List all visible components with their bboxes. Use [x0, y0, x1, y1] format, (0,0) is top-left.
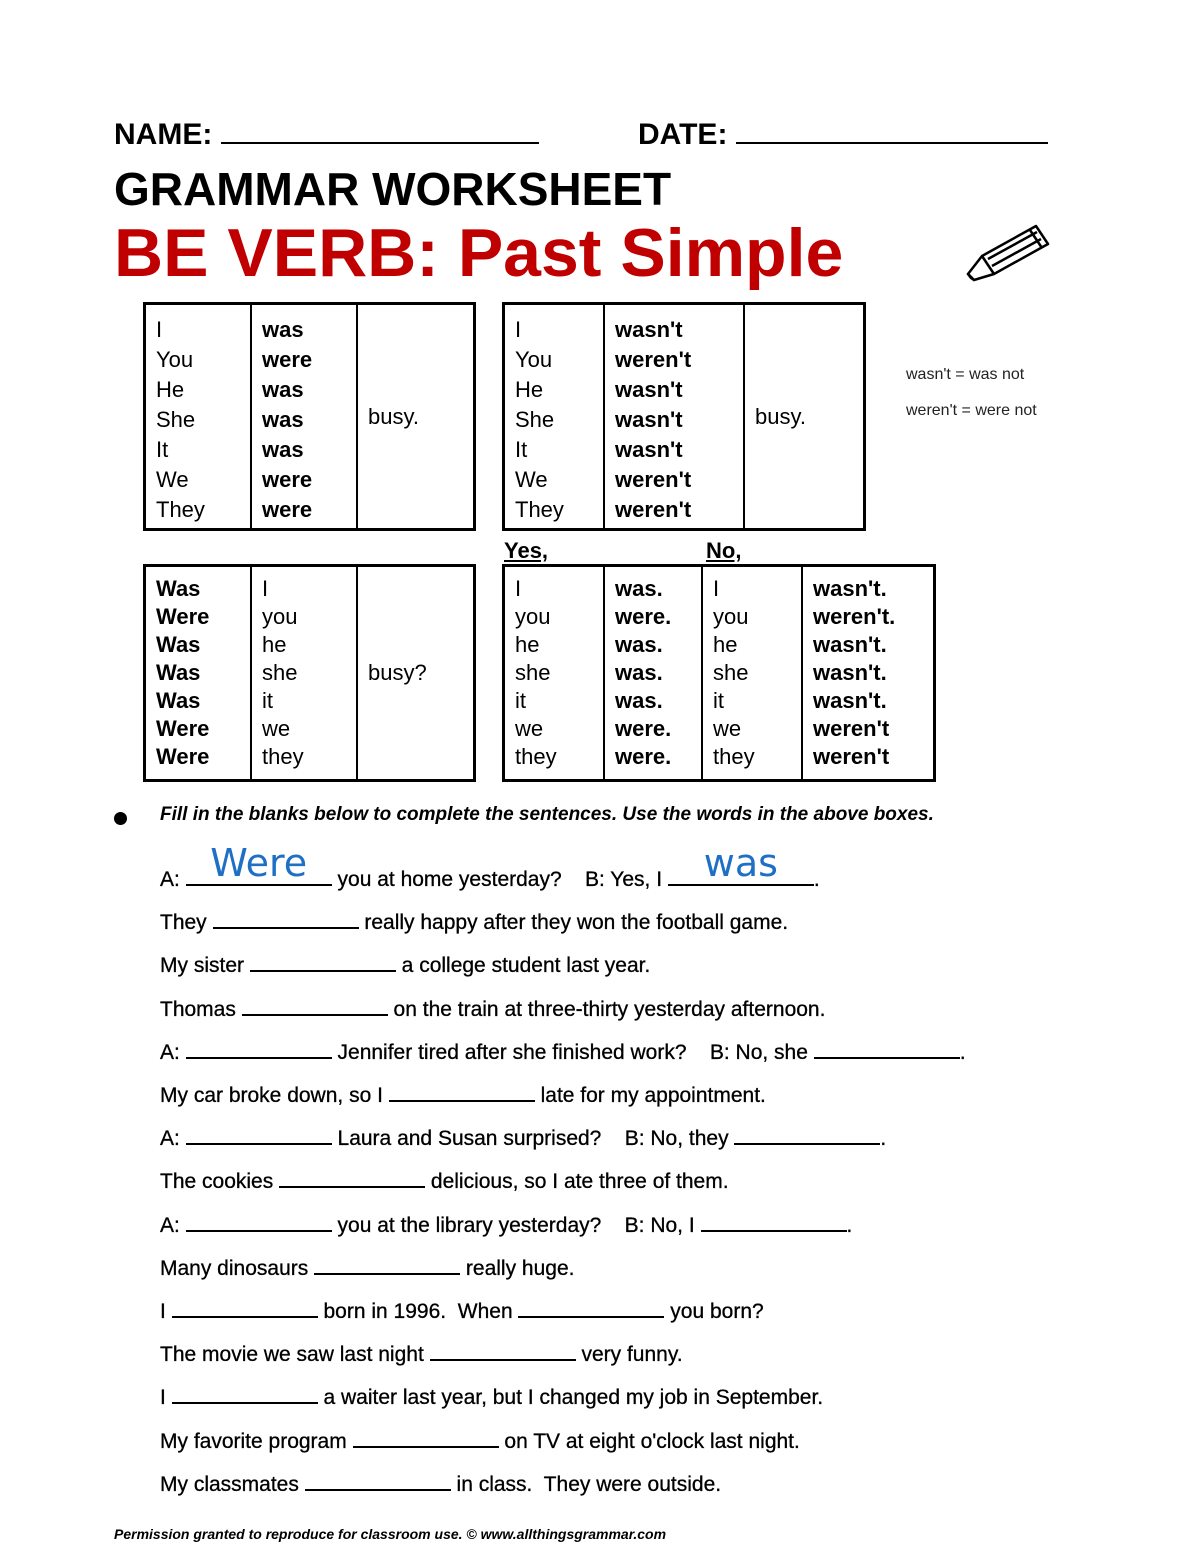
sentence-text: My car broke down, so I	[160, 1084, 389, 1107]
exercise-sentence	[160, 994, 825, 1023]
negative-subjects: I You He She It We They	[515, 317, 564, 522]
sentence-text: a waiter last year, but I changed my job in September.	[317, 1386, 824, 1409]
sentence-text: A:	[160, 1127, 186, 1150]
note-werent: weren't = were not	[906, 402, 1037, 419]
answer-blank[interactable]	[186, 1037, 332, 1059]
sentence-text: My sister	[160, 954, 250, 977]
sentence-text: you at home yesterday? B: Yes, I	[331, 868, 668, 891]
answer-blank[interactable]	[305, 1469, 451, 1491]
name-field	[114, 118, 539, 152]
exercise-sentence	[160, 1296, 764, 1325]
sentence-text: Jennifer tired after she finished work? B: No, she	[331, 1041, 814, 1064]
answer-blank[interactable]	[314, 1253, 460, 1275]
sentence-text: .	[846, 1214, 853, 1237]
note-wasnt: wasn't = was not	[906, 366, 1025, 383]
sentence-text: really huge.	[460, 1257, 575, 1280]
exercise-sentence	[160, 1166, 729, 1195]
sentence-text: My favorite program	[160, 1430, 353, 1453]
sentence-text: .	[880, 1127, 887, 1150]
affirmative-verbs: was were was was was were were	[251, 304, 357, 530]
sentence-text: you born?	[664, 1300, 764, 1323]
sentence-text: in class. They were outside.	[450, 1473, 722, 1496]
sentence-text: born in 1996. When	[317, 1300, 519, 1323]
short-answers-table	[502, 564, 936, 782]
date-line[interactable]	[736, 142, 1048, 144]
sentence-text: The movie we saw last night	[160, 1343, 430, 1366]
affirmative-subjects: I You He She It We They	[156, 317, 205, 522]
sentence-text: .	[959, 1041, 966, 1064]
exercise-sentence	[160, 1469, 721, 1498]
exercise-sentence	[160, 841, 820, 893]
sentence-text: you at the library yesterday? B: No, I	[331, 1214, 701, 1237]
sentence-text: delicious, so I ate three of them.	[425, 1170, 729, 1193]
answer-blank[interactable]	[279, 1166, 425, 1188]
handwritten-answer: Were	[210, 841, 308, 885]
sentence-text: a college student last year.	[395, 954, 651, 977]
exercise-sentence	[160, 1123, 886, 1152]
name-label: NAME:	[114, 118, 213, 151]
answer-blank[interactable]	[172, 1382, 318, 1404]
answer-blank[interactable]	[701, 1210, 847, 1232]
yes-verbs: was. were. was. was. was. were. were.	[604, 566, 702, 781]
exercise-sentence	[160, 950, 650, 979]
exercise-sentence	[160, 1253, 574, 1282]
question-subjects: I you he she it we they	[251, 566, 357, 781]
question-verbs: Was Were Was Was Was Were Were	[156, 576, 210, 769]
worksheet-subtitle: BE VERB: Past Simple	[114, 215, 844, 291]
sentence-text: They	[160, 911, 213, 934]
affirmative-complement: busy.	[357, 304, 475, 530]
answer-blank[interactable]	[186, 1123, 332, 1145]
sentence-text: I	[160, 1386, 172, 1409]
yes-subjects: I you he she it we they	[515, 576, 557, 769]
answer-blank[interactable]	[172, 1296, 318, 1318]
answer-blank[interactable]	[213, 907, 359, 929]
answer-blank[interactable]	[186, 1210, 332, 1232]
answer-blank[interactable]	[353, 1426, 499, 1448]
sentence-text: Laura and Susan surprised? B: No, they	[331, 1127, 735, 1150]
sentence-text: A:	[160, 868, 186, 891]
no-label: No,	[706, 538, 742, 563]
exercise-sentence	[160, 1037, 966, 1066]
answer-blank[interactable]	[242, 994, 388, 1016]
exercise-sentence	[160, 1339, 683, 1368]
question-complement: busy?	[357, 566, 475, 781]
answer-blank[interactable]	[186, 841, 332, 886]
answer-blank[interactable]	[814, 1037, 960, 1059]
sentence-text: on TV at eight o'clock last night.	[498, 1430, 800, 1453]
no-subjects: I you he she it we they	[702, 566, 802, 781]
exercise-sentence	[160, 907, 788, 936]
exercise-sentence	[160, 1426, 800, 1455]
exercise-sentence	[160, 1080, 766, 1109]
handwritten-answer: was	[703, 841, 778, 885]
date-label: DATE:	[638, 118, 728, 151]
exercise-sentence	[160, 1210, 852, 1239]
negative-table	[502, 302, 866, 531]
worksheet-title: GRAMMAR WORKSHEET	[114, 163, 672, 215]
answer-blank[interactable]	[668, 841, 814, 886]
sentence-text: really happy after they won the football game.	[358, 911, 789, 934]
sentence-text: A:	[160, 1041, 186, 1064]
question-table	[143, 564, 476, 782]
date-field	[638, 118, 1048, 152]
pencil-icon	[962, 218, 1052, 288]
affirmative-table	[143, 302, 476, 531]
sentence-text: late for my appointment.	[534, 1084, 766, 1107]
sentence-text: .	[813, 868, 820, 891]
sentence-text: I	[160, 1300, 172, 1323]
sentence-text: Many dinosaurs	[160, 1257, 315, 1280]
sentence-text: Thomas	[160, 998, 242, 1021]
sentence-text: A:	[160, 1214, 186, 1237]
answer-blank[interactable]	[734, 1123, 880, 1145]
answer-blank[interactable]	[430, 1339, 576, 1361]
sentence-text: My classmates	[160, 1473, 305, 1496]
bullet-icon	[114, 812, 127, 825]
answer-blank[interactable]	[518, 1296, 664, 1318]
sentence-text: very funny.	[575, 1343, 683, 1366]
negative-verbs: wasn't weren't wasn't wasn't wasn't weren't weren't	[604, 304, 744, 530]
yes-label: Yes,	[504, 538, 549, 563]
sentence-text: on the train at three-thirty yesterday afternoon.	[387, 998, 826, 1021]
name-line[interactable]	[221, 142, 539, 144]
answer-blank[interactable]	[250, 950, 396, 972]
answer-blank[interactable]	[389, 1080, 535, 1102]
exercise-sentence	[160, 1382, 823, 1411]
negative-complement: busy.	[744, 304, 865, 530]
no-verbs: wasn't. weren't. wasn't. wasn't. wasn't. weren't weren't	[802, 566, 935, 781]
footer-permission: Permission granted to reproduce for classroom use. © www.allthingsgrammar.com	[114, 1526, 667, 1542]
instructions: Fill in the blanks below to complete the sentences. Use the words in the above boxes.	[160, 804, 934, 825]
sentence-text: The cookies	[160, 1170, 280, 1193]
